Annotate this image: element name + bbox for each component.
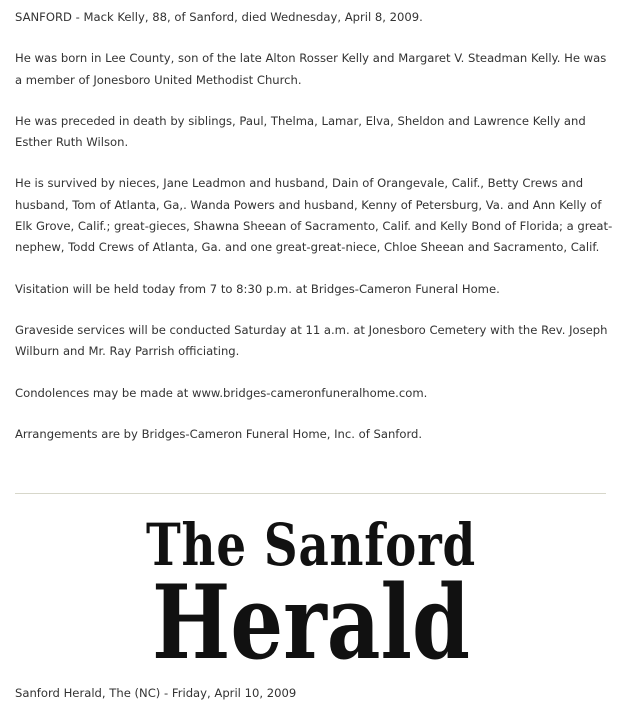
- obituary-paragraph-survived: He is survived by nieces, Jane Leadmon and husband, Dain of Orangevale, Calif., Betty Crews and husband, Tom of Atlanta, Ga,. Wanda Powers and husband, Kenny of Petersburg, Va. and Ann Kelly of Elk Grove, Calif.; great-gieces, Shawna Sheean of Sacramento, Calif. and Kelly Bond of Florida; a great-nephew, Todd Crews of Atlanta, Ga. and one great-great-niece, Chloe Sheean and Sacramento, Calif.: [15, 176, 613, 255]
- newspaper-masthead-logo: [0, 503, 622, 673]
- obituary-paragraph-arrangements: Arrangements are by Bridges-Cameron Funeral Home, Inc. of Sanford.: [15, 426, 423, 441]
- obituary-paragraph-death-notice: SANFORD - Mack Kelly, 88, of Sanford, died Wednesday, April 8, 2009.: [15, 10, 423, 24]
- obituary-paragraph-preceded: He was preceded in death by siblings, Paul, Thelma, Lamar, Elva, Sheldon and Lawrence Kelly and Esther Ruth Wilson.: [15, 113, 586, 150]
- obituary-paragraph-visitation: Visitation will be held today from 7 to 8:30 p.m. at Bridges-Cameron Funeral Home.: [15, 281, 500, 296]
- obituary-paragraph-graveside: Graveside services will be conducted Saturday at 11 a.m. at Jonesboro Cemetery with the Rev. Joseph Wilburn and Mr. Ray Parrish officiating.: [15, 322, 608, 359]
- obituary-paragraph-birth: He was born in Lee County, son of the late Alton Rosser Kelly and Margaret V. Steadman Kelly. He was a member of Jonesboro United Methodist Church.: [15, 51, 607, 87]
- masthead-line-2: Herald: [152, 563, 470, 673]
- obituary-paragraph-condolences: Condolences may be made at www.bridges-cameronfuneralhome.com.: [15, 385, 428, 400]
- obituary-article: [15, 7, 615, 465]
- masthead-line-1: The Sanford: [146, 511, 476, 579]
- source-citation: Sanford Herald, The (NC) - Friday, April 10, 2009: [15, 686, 297, 700]
- section-divider: [15, 493, 606, 494]
